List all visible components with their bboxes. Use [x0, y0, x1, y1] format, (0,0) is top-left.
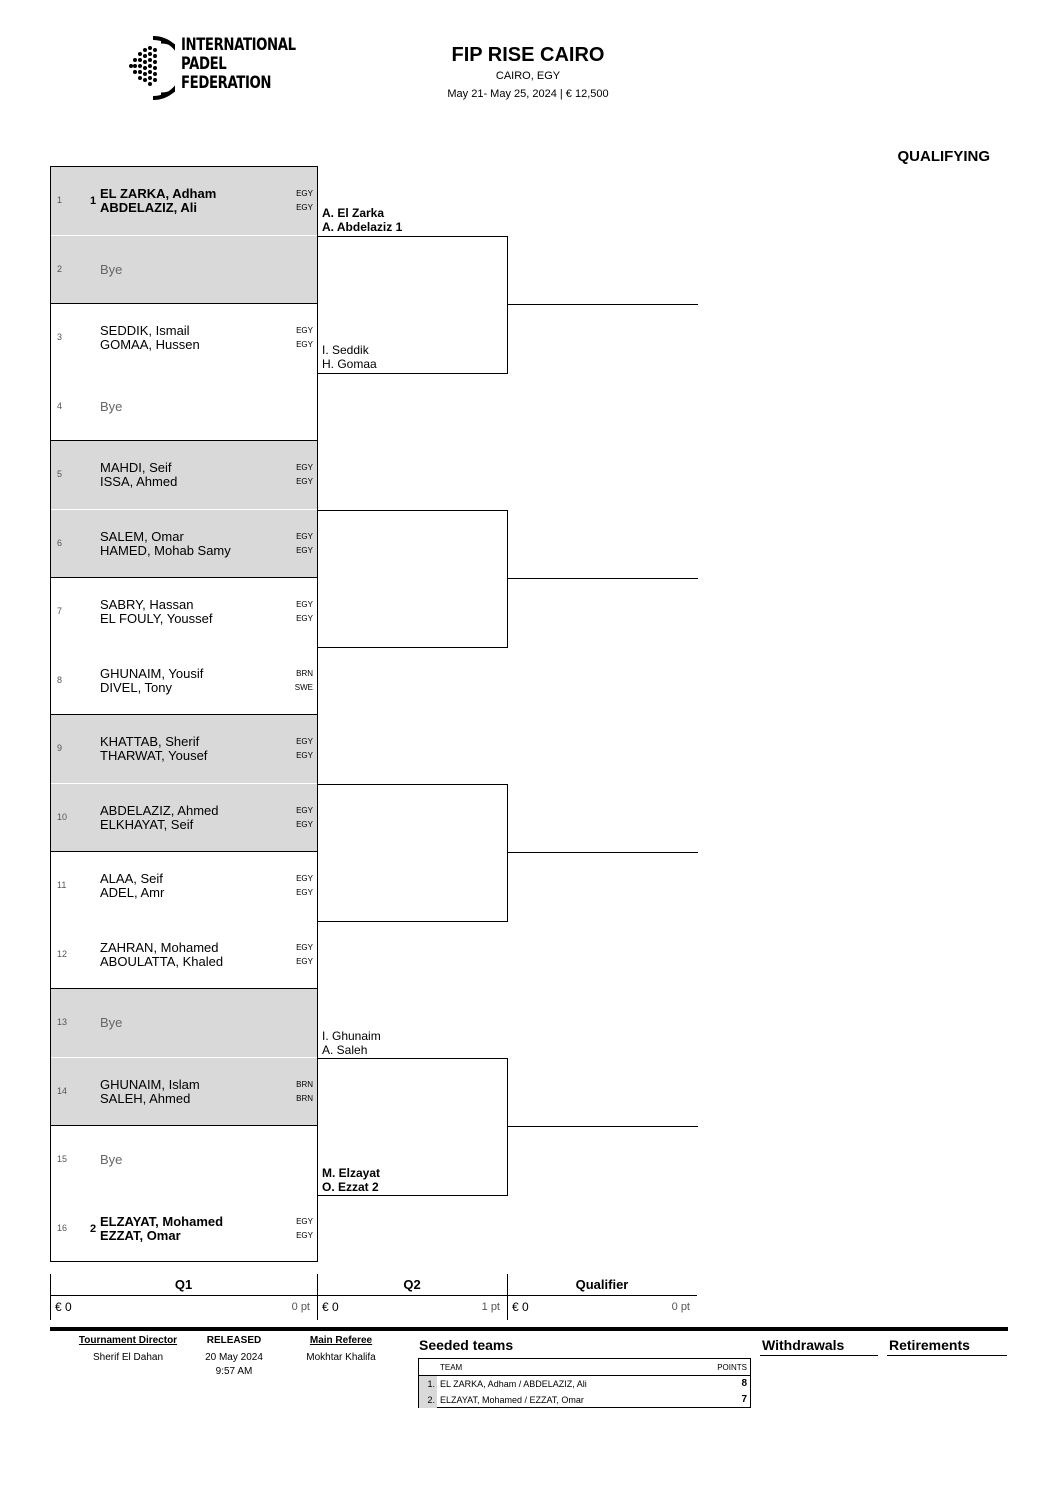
pair-separator [50, 303, 318, 304]
seed-team: ELZAYAT, Mohamed / EZZAT, Omar [440, 1395, 584, 1405]
referee-label: Main Referee [309, 1335, 373, 1346]
director-label: Tournament Director [78, 1335, 178, 1346]
bracket-line [317, 1058, 508, 1059]
seed-number: 2 [90, 1222, 97, 1235]
withdrawals-title: Withdrawals [762, 1337, 845, 1353]
q1-winner [322, 1029, 381, 1057]
slot-number: 12 [57, 948, 68, 959]
bracket-line [507, 510, 508, 648]
tournament-location: CAIRO, EGY [495, 70, 561, 82]
player-name: ZAHRAN, Mohamed [100, 939, 219, 955]
retirements-title: Retirements [889, 1337, 970, 1353]
slot-number: 2 [57, 263, 63, 274]
fip-logo [125, 36, 295, 100]
seeded-title: Seeded teams [419, 1337, 514, 1353]
country-code: BRN [296, 1079, 313, 1089]
slot-number: 4 [57, 400, 63, 411]
seed-points: 7 [741, 1394, 747, 1405]
draw-slot [50, 510, 317, 578]
draw-slot [50, 921, 317, 989]
referee-name: Mokhtar Khalifa [306, 1352, 376, 1363]
country-code: EGY [296, 888, 313, 897]
draw-slot [50, 647, 317, 715]
slot-number: 5 [57, 469, 63, 479]
slot-number: 8 [57, 674, 63, 685]
draw-slot [50, 1126, 317, 1194]
country-code: BRN [296, 1093, 313, 1103]
country-code: EGY [296, 326, 313, 335]
slot-number: 3 [57, 332, 63, 342]
player-name: THARWAT, Yousef [100, 748, 208, 763]
slot-number: 6 [57, 537, 63, 548]
country-code: BRN [296, 668, 313, 678]
country-code: EGY [296, 737, 313, 746]
draw-slot [50, 167, 317, 235]
winner-player: I. Seddik [322, 343, 369, 357]
player-name: EL FOULY, Youssef [100, 611, 213, 626]
winner-player: H. Gomaa [322, 357, 377, 371]
pair-separator [50, 988, 318, 989]
player-name: ABDELAZIZ, Ali [100, 200, 198, 215]
player-name: EZZAT, Omar [100, 1227, 181, 1243]
fip-ball-icon [125, 36, 175, 100]
bye-label: Bye [100, 398, 123, 414]
prize-q2: € 0 [322, 1300, 339, 1314]
bracket-line [317, 784, 508, 785]
round-header-q2: Q2 [403, 1277, 421, 1292]
points-q1: 0 pt [291, 1301, 310, 1313]
country-code: EGY [296, 614, 313, 623]
player-name: ADEL, Amr [100, 885, 165, 900]
seed-index: 1. [419, 1376, 437, 1392]
slot-number: 16 [57, 1222, 68, 1233]
player-name: HAMED, Mohab Samy [100, 542, 231, 558]
draw-slot [50, 989, 317, 1057]
bracket-line [507, 852, 698, 853]
table-row [419, 1376, 750, 1392]
released-label: RELEASED [206, 1335, 262, 1346]
pair-separator [50, 714, 318, 715]
pair-separator [50, 440, 318, 441]
q1-winner [322, 343, 377, 371]
player-name: GHUNAIM, Yousif [100, 665, 204, 681]
draw-slot [50, 1058, 317, 1126]
player-name: KHATTAB, Sherif [100, 734, 200, 749]
points-qualifier: 0 pt [671, 1301, 690, 1313]
points-q2: 1 pt [481, 1301, 500, 1313]
country-code: EGY [296, 203, 313, 212]
slot-number: 14 [57, 1085, 68, 1096]
bracket-line [507, 1058, 508, 1196]
bracket-line [317, 510, 508, 511]
draw-slot [50, 578, 317, 646]
section-rule [760, 1355, 878, 1356]
player-name: GOMAA, Hussen [100, 337, 200, 352]
country-code: EGY [296, 819, 313, 829]
country-code: EGY [296, 1216, 313, 1226]
country-code: EGY [296, 545, 313, 555]
slot-number: 1 [57, 195, 63, 205]
bye-label: Bye [100, 261, 123, 277]
tournament-dates: May 21- May 25, 2024 | € 12,500 [447, 88, 609, 100]
draw-slot [50, 441, 317, 509]
slot-number: 15 [57, 1154, 68, 1164]
seed-team: EL ZARKA, Adham / ABDELAZIZ, Ali [440, 1379, 587, 1389]
draw-stage-label: QUALIFYING [897, 148, 990, 165]
prize-qualifier: € 0 [512, 1300, 529, 1314]
country-code: EGY [296, 1230, 313, 1240]
draw-slot [50, 852, 317, 920]
player-name: SABRY, Hassan [100, 597, 194, 612]
player-name: DIVEL, Tony [100, 679, 173, 695]
bracket-line [507, 236, 508, 374]
draw-slot [50, 784, 317, 852]
player-name: SEDDIK, Ismail [100, 323, 190, 338]
slot-number: 10 [57, 811, 68, 822]
bracket-line [507, 1126, 698, 1127]
bracket-line [507, 578, 698, 579]
player-name: SALEH, Ahmed [100, 1090, 191, 1106]
tournament-title: FIP RISE CAIRO [451, 44, 605, 66]
player-name: GHUNAIM, Islam [100, 1076, 200, 1092]
winner-player: A. Saleh [322, 1043, 368, 1057]
winner-player: O. Ezzat 2 [322, 1180, 379, 1194]
country-code: EGY [296, 600, 313, 609]
footer-rule [50, 1327, 1008, 1331]
q1-winner [322, 1166, 380, 1194]
bye-label: Bye [100, 1152, 123, 1167]
bracket-line [317, 647, 508, 648]
logo-line: FEDERATION [181, 73, 272, 93]
bracket-line [317, 373, 508, 374]
winner-player: A. El Zarka [322, 206, 385, 220]
bracket-line [317, 921, 508, 922]
seeded-table [418, 1358, 751, 1408]
winner-player: A. Abdelaziz 1 [322, 220, 403, 234]
draw-slot [50, 1195, 317, 1263]
country-code: EGY [296, 942, 313, 952]
pair-separator [50, 1125, 318, 1126]
bracket-line [317, 1195, 508, 1196]
round-header-q1: Q1 [174, 1277, 193, 1292]
seeded-team-header: TEAM [440, 1363, 463, 1372]
seed-number: 1 [90, 195, 97, 207]
country-code: EGY [296, 956, 313, 966]
bracket-line [507, 784, 508, 922]
draw-slot [50, 373, 317, 441]
draw-border [50, 1261, 318, 1262]
seeded-points-header: POINTS [717, 1363, 747, 1372]
country-code: EGY [296, 477, 313, 486]
pair-separator [50, 851, 318, 852]
seed-index: 2. [419, 1392, 437, 1408]
slot-number: 11 [57, 880, 67, 890]
bracket-line [317, 236, 508, 237]
player-name: ALAA, Seif [100, 871, 163, 886]
pair-separator [50, 577, 318, 578]
draw-border [50, 166, 318, 167]
prize-q1: € 0 [55, 1300, 72, 1314]
section-rule [887, 1355, 1007, 1356]
player-name: ELKHAYAT, Seif [100, 816, 194, 832]
draw-slot [50, 236, 317, 304]
released-date: 20 May 2024 [205, 1352, 263, 1363]
table-row [419, 1392, 750, 1408]
player-name: ABDELAZIZ, Ahmed [100, 802, 219, 818]
slot-number: 7 [57, 606, 63, 616]
player-name: ISSA, Ahmed [100, 474, 178, 489]
country-code: EGY [296, 751, 313, 760]
player-name: EL ZARKA, Adham [100, 186, 217, 201]
slot-number: 9 [57, 743, 63, 753]
country-code: EGY [296, 805, 313, 815]
bye-label: Bye [100, 1015, 123, 1030]
q1-winner [322, 206, 402, 234]
released-time: 9:57 AM [215, 1366, 253, 1377]
draw-slot [50, 715, 317, 783]
country-code: SWE [294, 682, 313, 692]
country-code: EGY [296, 531, 313, 541]
bracket-line [507, 304, 698, 305]
player-name: ABOULATTA, Khaled [100, 953, 224, 969]
country-code: EGY [296, 874, 313, 883]
logo-wordmark [181, 36, 296, 93]
winner-player: I. Ghunaim [322, 1029, 381, 1043]
seed-points: 8 [741, 1378, 747, 1389]
logo-line: INTERNATIONAL [181, 35, 296, 55]
slot-number: 13 [57, 1017, 68, 1027]
country-code: EGY [296, 189, 313, 198]
draw-slot [50, 304, 317, 372]
director-name: Sherif El Dahan [92, 1352, 164, 1363]
round-header-qualifier: Qualifier [575, 1277, 629, 1292]
round-divider [50, 1295, 697, 1296]
logo-line: PADEL [181, 54, 227, 74]
country-code: EGY [296, 340, 313, 349]
country-code: EGY [296, 463, 313, 472]
player-name: SALEM, Omar [100, 528, 184, 544]
winner-player: M. Elzayat [322, 1166, 381, 1180]
player-name: MAHDI, Seif [100, 460, 172, 475]
player-name: ELZAYAT, Mohamed [100, 1213, 224, 1229]
